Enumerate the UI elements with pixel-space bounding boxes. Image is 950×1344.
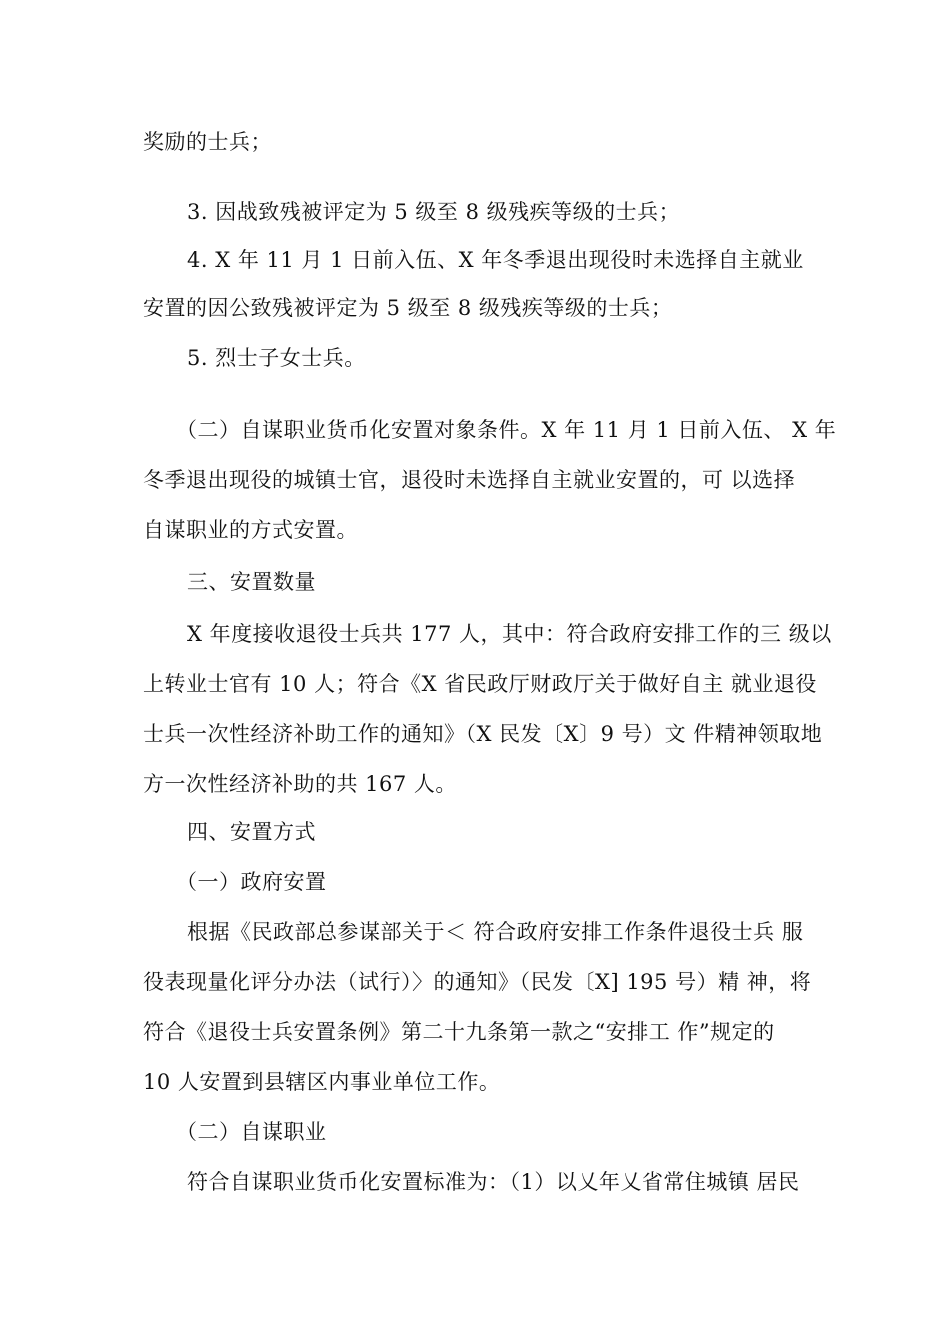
text-line: 安置的因公致残被评定为 5 级至 8 级残疾等级的士兵； bbox=[143, 296, 673, 320]
text-line: 符合《退役士兵安置条例》第二十九条第一款之“安排工 作”规定的 bbox=[143, 1020, 775, 1044]
list-item-4: 4. X 年 11 月 1 日前入伍、X 年冬季退出现役时未选择自主就业 bbox=[187, 248, 804, 272]
text-line: 奖励的士兵； bbox=[143, 130, 272, 154]
list-item-3: 3. 因战致残被评定为 5 级至 8 级残疾等级的士兵； bbox=[187, 200, 681, 224]
subsection-heading-government-placement: （一）政府安置 bbox=[176, 870, 327, 894]
text-line: 自谋职业的方式安置。 bbox=[143, 518, 358, 542]
text-line: 方一次性经济补助的共 167 人。 bbox=[143, 772, 457, 796]
text-line: 上转业士官有 10 人；符合《X 省民政厅财政厅关于做好自主 就业退役 bbox=[143, 672, 817, 696]
text-line: 冬季退出现役的城镇士官，退役时未选择自主就业安置的，可 以选择 bbox=[143, 468, 796, 492]
text-line: 10 人安置到县辖区内事业单位工作。 bbox=[143, 1070, 501, 1094]
section-heading-placement-quantity: 三、安置数量 bbox=[187, 570, 316, 594]
section-heading-placement-methods: 四、安置方式 bbox=[187, 820, 316, 844]
text-line: X 年度接收退役士兵共 177 人，其中：符合政府安排工作的三 级以 bbox=[187, 622, 832, 646]
list-item-5: 5. 烈士子女士兵。 bbox=[187, 346, 366, 370]
text-line: 士兵一次性经济补助工作的通知》（X 民发〔X〕9 号）文 件精神领取地 bbox=[143, 722, 823, 746]
subsection-heading-self-employment: （二）自谋职业 bbox=[176, 1120, 327, 1144]
text-line: 符合自谋职业货币化安置标准为：（1）以乂年乂省常住城镇 居民 bbox=[187, 1170, 800, 1194]
text-line: 根据《民政部总参谋部关于＜ 符合政府安排工作条件退役士兵 服 bbox=[187, 920, 804, 944]
section-heading-self-employment-conditions: （二）自谋职业货币化安置对象条件。X 年 11 月 1 日前入伍、 X 年 bbox=[176, 418, 837, 442]
text-line: 役表现量化评分办法（试行）〉的通知》（民发〔X] 195 号）精 神，将 bbox=[143, 970, 812, 994]
